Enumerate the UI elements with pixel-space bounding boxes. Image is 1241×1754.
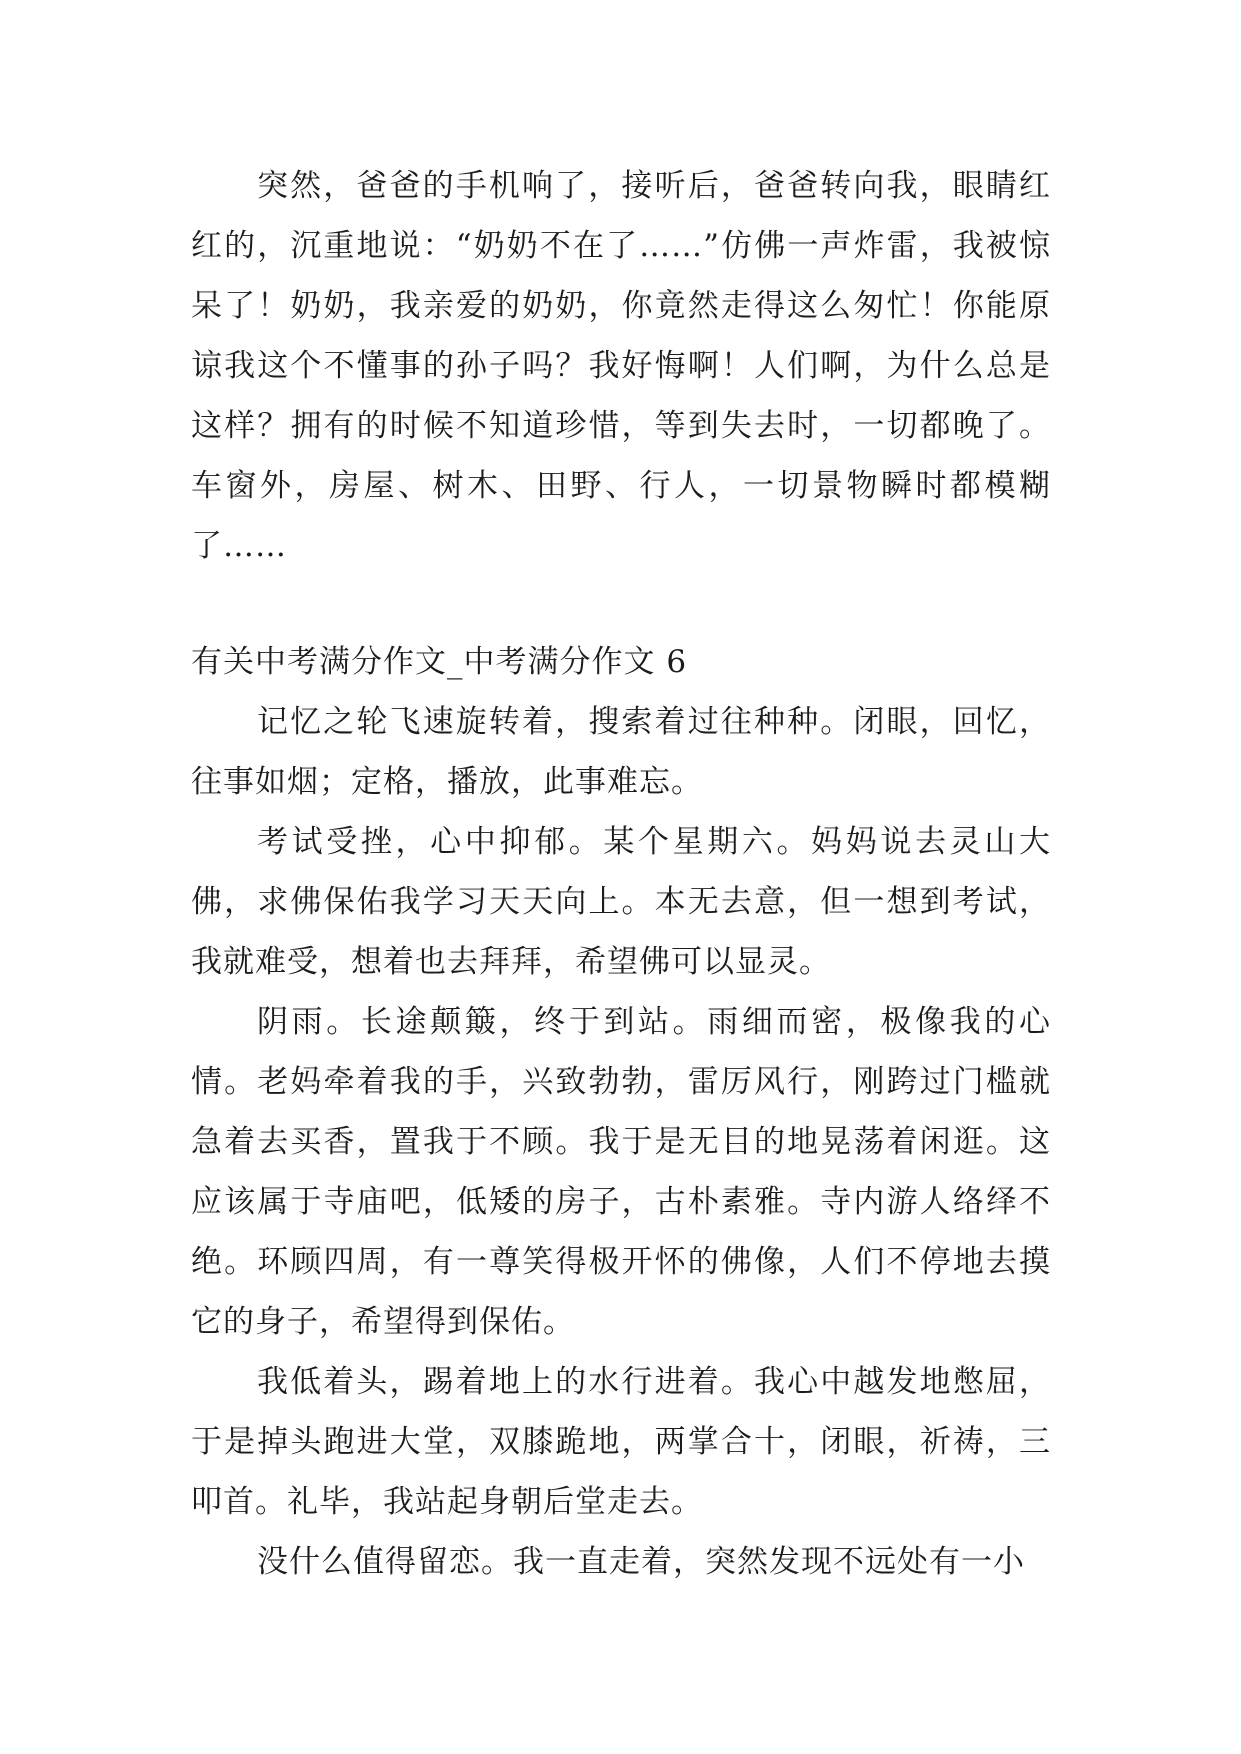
section-title: 有关中考满分作文_中考满分作文 6 [191,644,688,680]
paragraph: 没什么值得留恋。我一直走着，突然发现不远处有一小 [257,1544,1025,1580]
paragraph: 考试受挫，心中抑郁。某个星期六。妈妈说去灵山大佛，求佛保佑我学习天天向上。本无去意，但一想到考试，我就难受，想着也去拜拜，希望佛可以显灵。 [191,824,1051,980]
document-body [191,156,1051,1592]
paragraph: 突然，爸爸的手机响了，接听后，爸爸转向我，眼睛红红的，沉重地说：“奶奶不在了……”仿佛一声炸雷，我被惊呆了！奶奶，我亲爱的奶奶，你竟然走得这么匆忙！你能原谅我这个不懂事的孙子吗？我好悔啊！人们啊，为什么总是这样？拥有的时候不知道珍惜，等到失去时，一切都晚了。车窗外，房屋、树木、田野、行人，一切景物瞬时都模糊了…… [191,168,1051,564]
paragraph: 阴雨。长途颠簸，终于到站。雨细而密，极像我的心情。老妈牵着我的手，兴致勃勃，雷厉风行，刚跨过门槛就急着去买香，置我于不顾。我于是无目的地晃荡着闲逛。这应该属于寺庙吧，低矮的房子，古朴素雅。寺内游人络绎不绝。环顾四周，有一尊笑得极开怀的佛像，人们不停地去摸它的身子，希望得到保佑。 [191,1004,1051,1340]
paragraph: 我低着头，踢着地上的水行进着。我心中越发地憋屈，于是掉头跑进大堂，双膝跪地，两掌合十，闭眼，祈祷，三叩首。礼毕，我站起身朝后堂走去。 [191,1364,1051,1520]
paragraph: 记忆之轮飞速旋转着，搜索着过往种种。闭眼，回忆，往事如烟；定格，播放，此事难忘。 [191,704,1051,800]
